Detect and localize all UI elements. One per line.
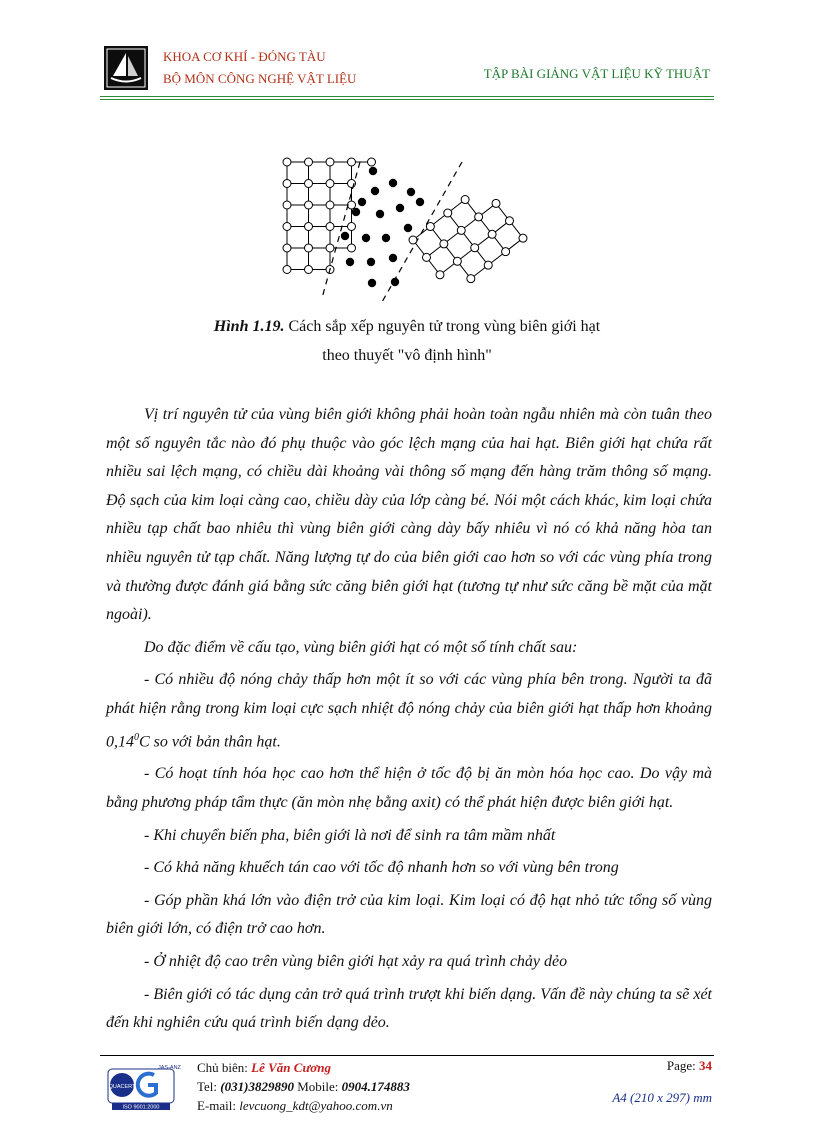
header-institution (163, 46, 356, 90)
atom-open (492, 199, 500, 207)
atom-open (368, 158, 376, 166)
header-rule (100, 96, 714, 97)
atom-open (475, 213, 483, 221)
university-logo (104, 46, 148, 90)
atom-open (348, 158, 356, 166)
paragraph: Vị trí nguyên tử của vùng biên giới không phải hoàn toàn ngẫu nhiên mà còn tuân theo một số nguyên tắc nào đó phụ thuộc vào góc lệch mạng của hai hạt. Biên giới hạt chứa rất nhiều sai lệch mạng, có chiều dài khoảng vài thông số mạng đến hàng trăm thông số mạng. Độ sạch của kim loại càng cao, chiều dày của lớp càng bé. Nói một cách khác, kim loại chứa nhiều tạp chất bao nhiêu thì vùng biên giới càng dày bấy nhiêu vì nó có khả năng hòa tan nhiều nguyên tử tạp chất. Năng lượng tự do của biên giới cao hơn so với các vùng phía trong và thường được đánh giá bằng sức căng biên giới hạt (tương tự như sức căng bề mặt của mặt ngoài). (106, 406, 712, 624)
atom-solid (389, 254, 397, 262)
atom-open (519, 234, 527, 242)
svg-text:JAS-ANZ: JAS-ANZ (158, 1065, 181, 1071)
atom-open (484, 261, 492, 269)
property-item: - Có khả năng khuếch tán cao với tốc độ nhanh hơn so với vùng bên trong (144, 859, 619, 877)
atom-solid (362, 234, 370, 242)
atom-open (471, 244, 479, 252)
atom-solid (396, 204, 404, 212)
atom-open (305, 180, 313, 188)
atom-open (305, 201, 313, 209)
paragraph: Do đặc điểm về cấu tạo, vùng biên giới hạt có một số tính chất sau: (144, 638, 578, 656)
atom-solid (389, 179, 397, 187)
atom-solid (352, 208, 360, 216)
property-melting: - Có nhiều độ nóng chảy thấp hơn một ít so với các vùng phía bên trong. Người ta đã phát hiện rằng trong kim loại cực sạch nhiệt độ nóng chảy của biên giới hạt thấp hơn khoảng 0,14$^0$C so với bản thân hạt. (106, 671, 712, 750)
atom-solid (382, 234, 390, 242)
atom-solid (358, 198, 366, 206)
atom-open (426, 223, 434, 231)
atom-open (440, 240, 448, 248)
figure-caption-line2: theo thuyết "vô định hình" (322, 347, 492, 364)
footer-rule (100, 1055, 714, 1056)
atom-open (348, 244, 356, 252)
paper-size: A4 (210 x 297) mm (612, 1090, 712, 1105)
atom-open (409, 236, 417, 244)
figure-label: Hình 1.19. (213, 318, 285, 335)
atom-solid (346, 258, 354, 266)
figure-caption (100, 318, 714, 336)
property-item: - Khi chuyển biến pha, biên giới là nơi để sinh ra tâm mầm nhất (144, 826, 556, 844)
footer-contact: Chủ biên: Lê Văn Cương Tel: (031)3829890 Mobile: 0904.174883 E-mail: levcuong_kdt@yahoo.com.vn (197, 1060, 410, 1113)
atom-solid (367, 258, 375, 266)
quacert-logo (106, 1063, 181, 1111)
atom-open (326, 223, 334, 231)
page-number: Page: 34 (666, 1058, 712, 1073)
property-item: - Ở nhiệt độ cao trên vùng biên giới hạt xảy ra quá trình chảy dẻo (144, 953, 568, 971)
atom-open (305, 158, 313, 166)
atom-solid (391, 278, 399, 286)
atom-open (436, 271, 444, 279)
svg-text:ISO 9001:2000: ISO 9001:2000 (122, 1104, 160, 1111)
property-item: - Có hoạt tính hóa học cao hơn thể hiện ở tốc độ bị ăn mòn hóa học cao. Do vậy mà bằng phương pháp tẩm thực (ăn mòn nhẹ bằng axit) có thể phát hiện được biên giới hạt. (106, 765, 712, 812)
atom-open (444, 209, 452, 217)
grain-boundary-diagram (270, 150, 540, 308)
atom-solid (407, 188, 415, 196)
tel: (031)3829890 (220, 1079, 294, 1094)
header-rule-thin (100, 99, 714, 100)
email-link[interactable]: levcuong_kdt@yahoo.com.vn (239, 1098, 393, 1113)
course-title: TẬP BÀI GIẢNG VẬT LIỆU KỸ THUẬT (483, 66, 710, 81)
atom-solid (368, 279, 376, 287)
atom-open (305, 266, 313, 274)
atom-open (453, 257, 461, 265)
department-name: BỘ MÔN CÔNG NGHỆ VẬT LIỆU (163, 71, 357, 86)
mobile: 0904.174883 (341, 1079, 410, 1094)
atom-open (467, 275, 475, 283)
atom-solid (341, 232, 349, 240)
atom-open (348, 201, 356, 209)
atom-open (283, 158, 291, 166)
atom-open (422, 253, 430, 261)
atom-solid (371, 187, 379, 195)
figure-caption-line1: Cách sắp xếp nguyên tử trong vùng biên giới hạt (288, 318, 601, 335)
svg-text:QUACERT: QUACERT (108, 1084, 136, 1090)
atom-open (505, 217, 513, 225)
atom-open (326, 180, 334, 188)
atom-open (305, 244, 313, 252)
atom-open (488, 230, 496, 238)
atom-open (326, 158, 334, 166)
atom-open (283, 180, 291, 188)
atom-open (283, 201, 291, 209)
atom-solid (404, 224, 412, 232)
atom-open (457, 226, 465, 234)
atom-solid (369, 167, 377, 175)
atom-open (283, 266, 291, 274)
atom-open (326, 244, 334, 252)
atom-open (283, 244, 291, 252)
atom-open (348, 223, 356, 231)
body-text (106, 401, 712, 1042)
editor-name: Lê Văn Cương (251, 1060, 331, 1075)
atom-open (305, 223, 313, 231)
property-item: - Biên giới có tác dụng cản trở quá trình trượt khi biến dạng. Vấn đề này chúng ta sẽ xét đến khi nghiên cứu quá trình biến dạng dẻo. (106, 985, 712, 1032)
atom-open (502, 248, 510, 256)
atom-open (461, 196, 469, 204)
atom-solid (416, 198, 424, 206)
atom-open (283, 223, 291, 231)
atom-solid (376, 210, 384, 218)
atom-open (326, 201, 334, 209)
faculty-name: KHOA CƠ KHÍ - ĐÓNG TÀU (163, 49, 326, 64)
property-item: - Góp phần khá lớn vào điện trở của kim loại. Kim loại có độ hạt nhỏ tức tổng số vùng biên giới lớn, có điện trở cao hơn. (106, 891, 712, 938)
